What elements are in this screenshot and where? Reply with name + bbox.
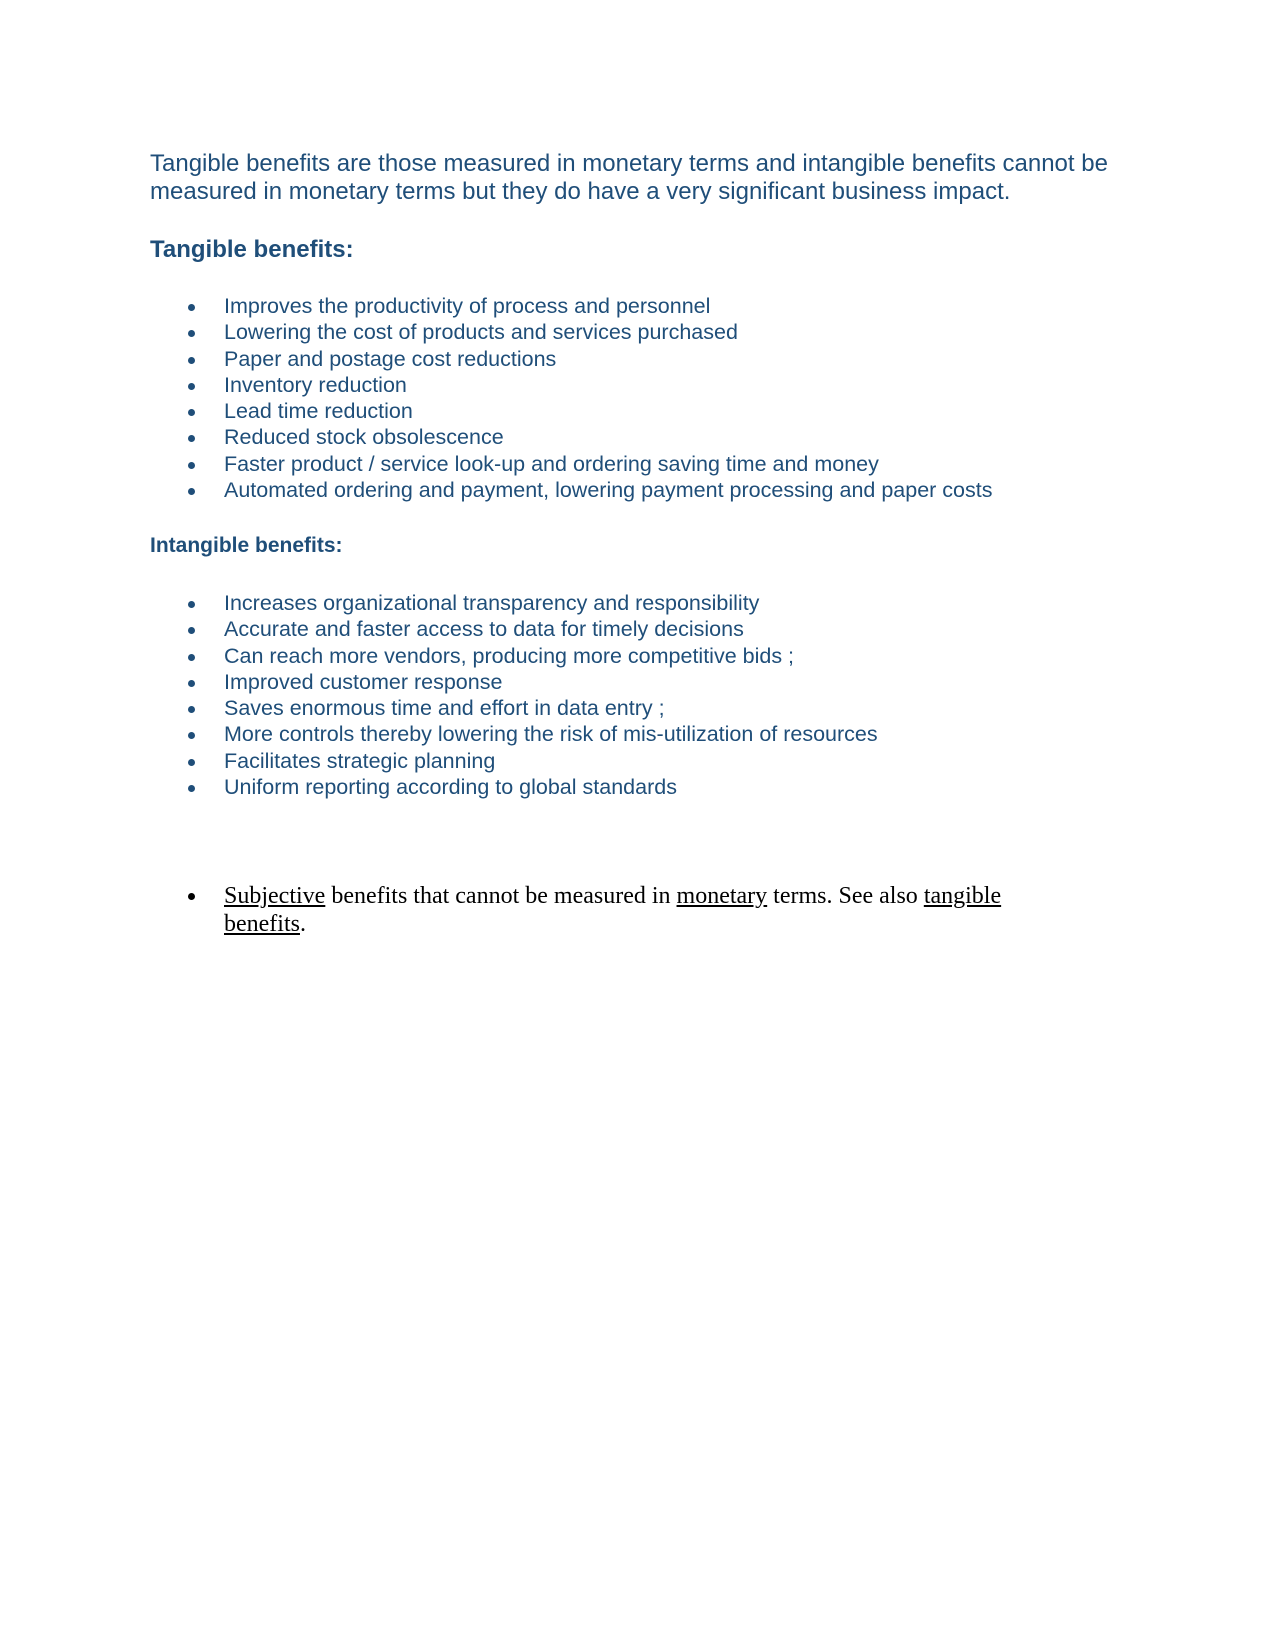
list-item bbox=[0, 721, 878, 747]
list-item-text: Lowering the cost of products and services purchased bbox=[224, 320, 738, 345]
list-item-text: Paper and postage cost reductions bbox=[224, 346, 557, 371]
list-item bbox=[0, 643, 878, 669]
list-item bbox=[0, 477, 992, 503]
list-item-text: More controls thereby lowering the risk of mis-utilization of resources bbox=[224, 722, 878, 747]
list-item bbox=[0, 424, 992, 450]
bullet-icon bbox=[188, 304, 195, 311]
bullet-icon bbox=[188, 893, 195, 900]
list-item-text: Improves the productivity of process and personnel bbox=[224, 294, 711, 318]
list-item-text: Facilitates strategic planning bbox=[224, 748, 496, 773]
list-item bbox=[0, 372, 992, 398]
bullet-icon bbox=[188, 706, 195, 713]
list-item-text: Can reach more vendors, producing more competitive bids ; bbox=[224, 643, 795, 668]
list-item bbox=[0, 451, 992, 477]
benefits-link[interactable]: benefits bbox=[224, 911, 300, 937]
list-item bbox=[0, 319, 992, 345]
bullet-icon bbox=[188, 785, 195, 792]
intangible-benefits-heading: Intangible benefits: bbox=[150, 534, 343, 557]
list-item-text: Lead time reduction bbox=[224, 399, 413, 424]
list-item-text: Saves enormous time and effort in data entry ; bbox=[224, 696, 665, 721]
tangible-benefits-heading: Tangible benefits: bbox=[150, 236, 354, 263]
list-item bbox=[0, 346, 992, 372]
intro-paragraph: Tangible benefits are those measured in monetary terms and intangible benefits cannot be measured in monetary terms but they do have a very significant business impact. bbox=[150, 150, 1108, 205]
bullet-icon bbox=[188, 601, 195, 608]
bullet-icon bbox=[188, 488, 195, 495]
tangible-link[interactable]: tangible bbox=[923, 883, 1002, 909]
bullet-icon bbox=[188, 627, 195, 634]
definition-item bbox=[0, 882, 1054, 938]
bullet-icon bbox=[188, 680, 195, 687]
definition-list bbox=[0, 882, 1054, 938]
list-item bbox=[0, 774, 878, 800]
monetary-link[interactable]: monetary bbox=[676, 883, 768, 909]
bullet-icon bbox=[188, 732, 195, 739]
list-item bbox=[0, 748, 878, 774]
definition-text: terms. See also bbox=[767, 883, 924, 909]
list-item bbox=[0, 590, 878, 616]
list-item bbox=[0, 293, 992, 319]
list-item bbox=[0, 669, 878, 695]
list-item-text: Increases organizational transparency and responsibility bbox=[224, 591, 760, 615]
list-item bbox=[0, 398, 992, 424]
tangible-benefits-list bbox=[0, 293, 992, 503]
bullet-icon bbox=[188, 654, 195, 661]
list-item-text: Faster product / service look-up and ordering saving time and money bbox=[224, 451, 879, 476]
bullet-icon bbox=[188, 383, 195, 390]
bullet-icon bbox=[188, 409, 195, 416]
list-item-text: Accurate and faster access to data for timely decisions bbox=[224, 617, 744, 642]
definition-text: . bbox=[299, 911, 306, 937]
list-item bbox=[0, 616, 878, 642]
bullet-icon bbox=[188, 759, 195, 766]
intangible-benefits-list bbox=[0, 590, 878, 800]
bullet-icon bbox=[188, 462, 195, 469]
definition-text: benefits that cannot be measured in bbox=[325, 883, 677, 909]
subjective-link[interactable]: Subjective bbox=[224, 883, 326, 909]
list-item-text: Reduced stock obsolescence bbox=[224, 425, 504, 450]
list-item-text: Improved customer response bbox=[224, 669, 503, 694]
list-item-text: Uniform reporting according to global standards bbox=[224, 775, 677, 800]
bullet-icon bbox=[188, 357, 195, 364]
list-item bbox=[0, 695, 878, 721]
list-item-text: Automated ordering and payment, lowering payment processing and paper costs bbox=[224, 478, 993, 503]
bullet-icon bbox=[188, 435, 195, 442]
bullet-icon bbox=[188, 330, 195, 337]
list-item-text: Inventory reduction bbox=[224, 372, 407, 397]
